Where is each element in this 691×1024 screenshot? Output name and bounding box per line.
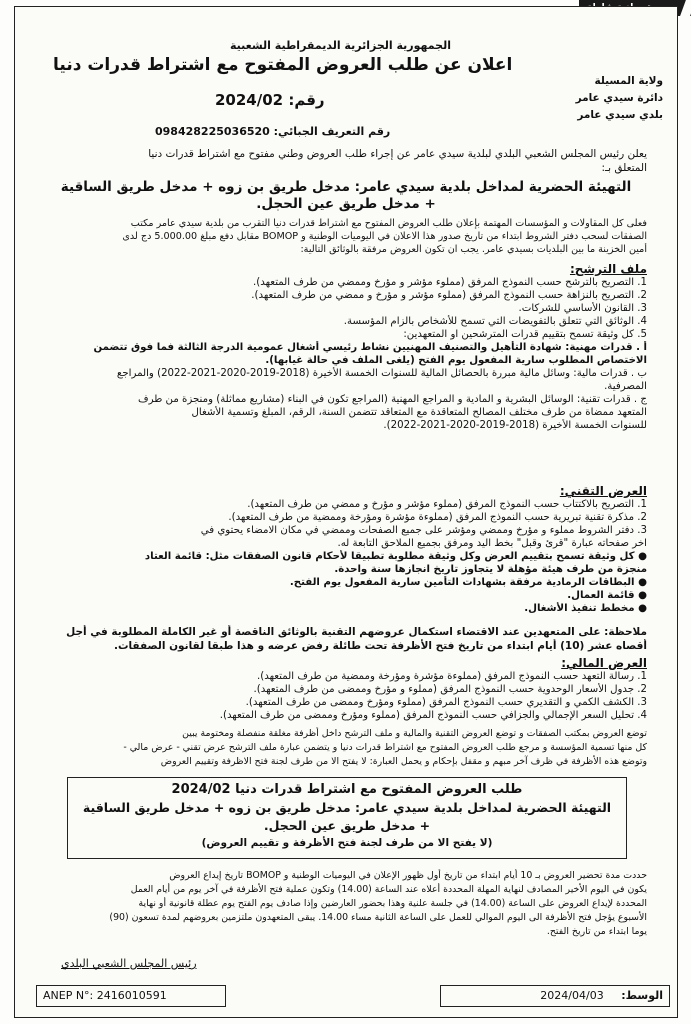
financial-heading: العرض المالي: xyxy=(561,657,647,670)
deadline-line: يوما ابتداء من تاريخ الفتح. xyxy=(546,926,647,937)
intro-line: المتعلق بـ: xyxy=(601,162,647,174)
candidature-item: 2. التصريح بالنزاهة حسب النموذج المرفق (مملوء مؤشر و مؤرخ و ممضي من طرف المتعهد). xyxy=(251,290,647,301)
technical-section xyxy=(45,485,647,615)
intro-line: يعلن رئيس المجلس الشعبي البلدي لبلدية سيدي عامر عن إجراء طلب العروض وطني مفتوح مع اشتراط قدرات دنيا xyxy=(148,148,647,160)
capacity-line: للسنوات الخمسة الأخيرة (2018-2019-2020-2021-2022). xyxy=(383,420,647,431)
invitation-line: أمين الخزينة ما بين البلديات بسيدي عامر. يجب ان تكون العروض مرفقة بالوثائق التالية: xyxy=(300,244,647,255)
republic-line: الجمهورية الجزائرية الديمقراطية الشعبية xyxy=(230,39,451,52)
note-line: أقصاه عشر (10) أيام ابتداء من تاريخ فتح الأظرفة تحت طائلة رفض عرضه و هذا طبقا لقانون الصفقات. xyxy=(113,640,647,652)
project-title xyxy=(45,179,647,213)
technical-bullet: ● كل وثيقة تسمح بتقييم العرض وكل وثيقة مطلوبة تطبيقا لأحكام قانون الصفقات مثل: قائمة العتاد xyxy=(144,551,647,562)
announcement-title: اعلان عن طلب العروض المفتوح مع اشتراط قدرات دنيا xyxy=(53,55,513,75)
technical-heading: العرض التقني: xyxy=(559,485,647,498)
date-box xyxy=(440,985,670,1007)
invitation-line: الصفقات لسحب دفتر الشروط ابتداء من تاريخ صدور هذا الاعلان في اليوميات الوطنية و BOMOP مقابل دفع مبلغ 5.000.00 دج لدى xyxy=(122,231,647,242)
envelopes-line: وتوضع هذه الأظرفة في ظرف آخر مبهم و مقفل بإحكام و يحمل العبارة: لا يفتح الا من طرف لجنة فتح الاظرفة وتقييم العروض xyxy=(160,756,647,767)
technical-item: اخر صفحاته عبارة "قرئ وقبل" بخط اليد ومرفق بجميع الملاحق التابعة له. xyxy=(337,538,647,549)
envelopes-text xyxy=(45,727,647,769)
technical-item: 3. دفتر الشروط مملوء و مؤرخ وممضي ومؤشر على جميع الصفحات وممضي في مكان الامضاء يحتوي في xyxy=(200,525,647,536)
capacity-line: ج . قدرات تقنية: الوسائل البشرية و المادية و المراجع المهنية (المراجع تكون في البناء (مشاريع مماثلة) ومنجزة من طرف xyxy=(138,394,647,405)
financial-item: 2. جدول الأسعار الوحدوية حسب النموذج المرفق (مملوء و مؤرخ وممضى من طرف المتعهد). xyxy=(253,684,647,695)
capacity-line: ب . قدرات مالية: وسائل مالية مبررة بالحصائل المالية للسنوات الخمسة الأخيرة (2018-2019-2020-2021-2022) والمراجع xyxy=(116,368,647,379)
anep-box xyxy=(36,985,226,1007)
admin-daira: دائرة سيدي عامر xyxy=(575,92,663,104)
admin-commune: بلدي سيدي عامر xyxy=(577,109,663,121)
envelopes-line: توضع العروض بمكتب الصفقات و توضع العروض التقنية والمالية و ملف الترشح داخل أظرفة مغلقة منفصلة ومختومة يبين xyxy=(182,728,647,739)
financial-item: 3. الكشف الكمي و التقديري حسب النموذج المرفق (مملوء ومؤرخ وممضى من طرف المتعهد). xyxy=(245,697,647,708)
technical-item: 1. التصريح بالاكتتاب حسب النموذج المرفق (مملوء مؤشر و مؤرخ و ممضي من طرف المتعهد). xyxy=(247,499,647,510)
project-line: التهيئة الحضرية لمداخل بلدية سيدي عامر: مدخل طريق بن زوه + مدخل طريق الساقية xyxy=(60,179,632,195)
note-section xyxy=(45,625,647,653)
announcement-page xyxy=(14,6,678,1018)
invitation-line: فعلى كل المقاولات و المؤسسات المهتمة بإعلان طلب العروض المفتوح مع اشتراط قدرات دنيا التقرب من بلدية سيدي عامر مكتب xyxy=(130,218,647,229)
technical-item: 2. مذكرة تقنية تبريرية حسب النموذج المرفق (مملوءة مؤشرة ومؤرخة وممضية من طرف المتعهد). xyxy=(228,512,647,523)
candidature-item: 1. التصريح بالترشح حسب النموذج المرفق (مملوء مؤشر و مؤرخ وممضي من طرف المتعهد). xyxy=(253,277,647,288)
technical-bullet: ● مخطط تنفيذ الأشغال. xyxy=(524,603,647,614)
financial-item: 1. رسالة التعهد حسب النموذج المرفق (مملوءة مؤشرة ومؤرخة وممضية من طرف المتعهد). xyxy=(257,671,647,682)
intro-text xyxy=(45,147,647,175)
box-project-line: + مدخل طريق عين الحجل. xyxy=(263,818,431,833)
box-title: طلب العروض المفتوح مع اشتراط قدرات دنيا 2024/02 xyxy=(171,782,523,797)
box-note: (لا يفتح الا من طرف لجنة فتح الأظرفة و تقييم العروض) xyxy=(201,837,493,849)
publication-date: 2024/04/03 xyxy=(540,989,604,1002)
financial-section xyxy=(45,657,647,722)
wasat-label: الوسط: xyxy=(621,989,663,1002)
candidature-item: 3. القانون الأساسي للشركات. xyxy=(518,303,647,314)
capacity-line: المتعهد ممضاة من طرف مختلف المصالح المتعاقدة مع المتعاقد تتضمن السنة، الرقم، المبلغ وتسمية الأشغال xyxy=(191,407,647,418)
candidature-section xyxy=(45,263,647,432)
capacity-line: المصرفية. xyxy=(604,381,647,392)
candidature-item: 4. الوثائق التي تتعلق بالتفويضات التي تسمح للأشخاص بالزام المؤسسة. xyxy=(343,316,647,327)
capacity-line: أ . قدرات مهنية: شهادة التأهيل والتصنيف المهنيين نشاط رئيسي أشغال عمومية الدرجة الثالثة فما فوق تتضمن xyxy=(93,342,647,353)
note-line: ملاحظة: على المتعهدين عند الاقتضاء استكمال عروضهم التقنية بالوثائق الناقصة أو غير الكاملة المطلوبة في أجل xyxy=(66,626,647,638)
deadline-line: المحددة لإيداع العروض على الساعة (14.00) في جلسة علنية وهذا بحضور العارضين وإذا صادف يوم الفتح يوم عطلة قانونية أو نهاية xyxy=(138,898,647,909)
deadline-line: يكون في اليوم الأخير المصادف لنهاية المهلة المحددة أعلاه عند الساعة (14.00) وتكون عملية فتح الأظرفة في آخر يوم من أيام العمل xyxy=(130,884,647,895)
box-project-line: التهيئة الحضرية لمداخل بلدية سيدي عامر: مدخل طريق بن زوه + مدخل طريق الساقية xyxy=(82,800,612,815)
project-line: + مدخل طريق عين الحجل. xyxy=(256,196,436,212)
deadline-line: حددت مدة تحضير العروض بـ 10 أيام ابتداء من تاريخ أول ظهور الإعلان في اليوميات الوطنية و BOMOP تاريخ إيداع العروض xyxy=(169,870,647,881)
candidature-heading: ملف الترشح: xyxy=(569,263,647,276)
financial-item: 4. تحليل السعر الإجمالي والجزافي حسب النموذج المرفق (مملوء ومؤرخ وممضى من طرف المتعهد). xyxy=(219,710,647,721)
envelopes-line: كل منها تسمية المؤسسة و مرجع طلب العروض المفتوح مع اشتراط قدرات دنيا و يتضمن عبارة ملف الترشح عرض تقني - عرض مالي - xyxy=(123,742,647,753)
anep-number: ANEP N°: 2416010591 xyxy=(43,989,167,1002)
deadline-line: الأسبوع يؤجل فتح الأظرفة الى اليوم الموالي للعمل على الساعة الثانية مساء 14.00. يبقى المتعهدون ملتزمين بعروضهم لمدة تسعون (90) xyxy=(109,912,647,923)
admin-block xyxy=(576,73,663,124)
technical-bullet: ● قائمة العمال. xyxy=(567,590,647,601)
announcement-number: رقم: 2024/02 xyxy=(215,91,325,109)
candidature-item: 5. كل وثيقة تسمح بتقييم قدرات المترشحين او المتعهدين: xyxy=(403,329,647,340)
envelope-label-box xyxy=(67,777,627,859)
technical-bullet-cont: منجزة من طرف هيئة مؤهلة لا يتجاوز تاريخ انجازها سنة واحدة. xyxy=(334,564,647,575)
invitation-text xyxy=(45,217,647,256)
deadline-text xyxy=(45,869,647,939)
technical-bullet: ● البطاقات الرمادية مرفقة بشهادات التأمين سارية المفعول يوم الفتح. xyxy=(289,577,647,588)
signature: رئيس المجلس الشعبي البلدي xyxy=(61,957,197,970)
capacity-line: الاختصاص المطلوب سارية المفعول يوم الفتح (يلغى الملف في حالة غيابها). xyxy=(265,355,647,366)
admin-wilaya: ولاية المسيلة xyxy=(594,75,663,87)
tax-id: رقم التعريف الجبائي: 098428225036520 xyxy=(155,125,391,138)
